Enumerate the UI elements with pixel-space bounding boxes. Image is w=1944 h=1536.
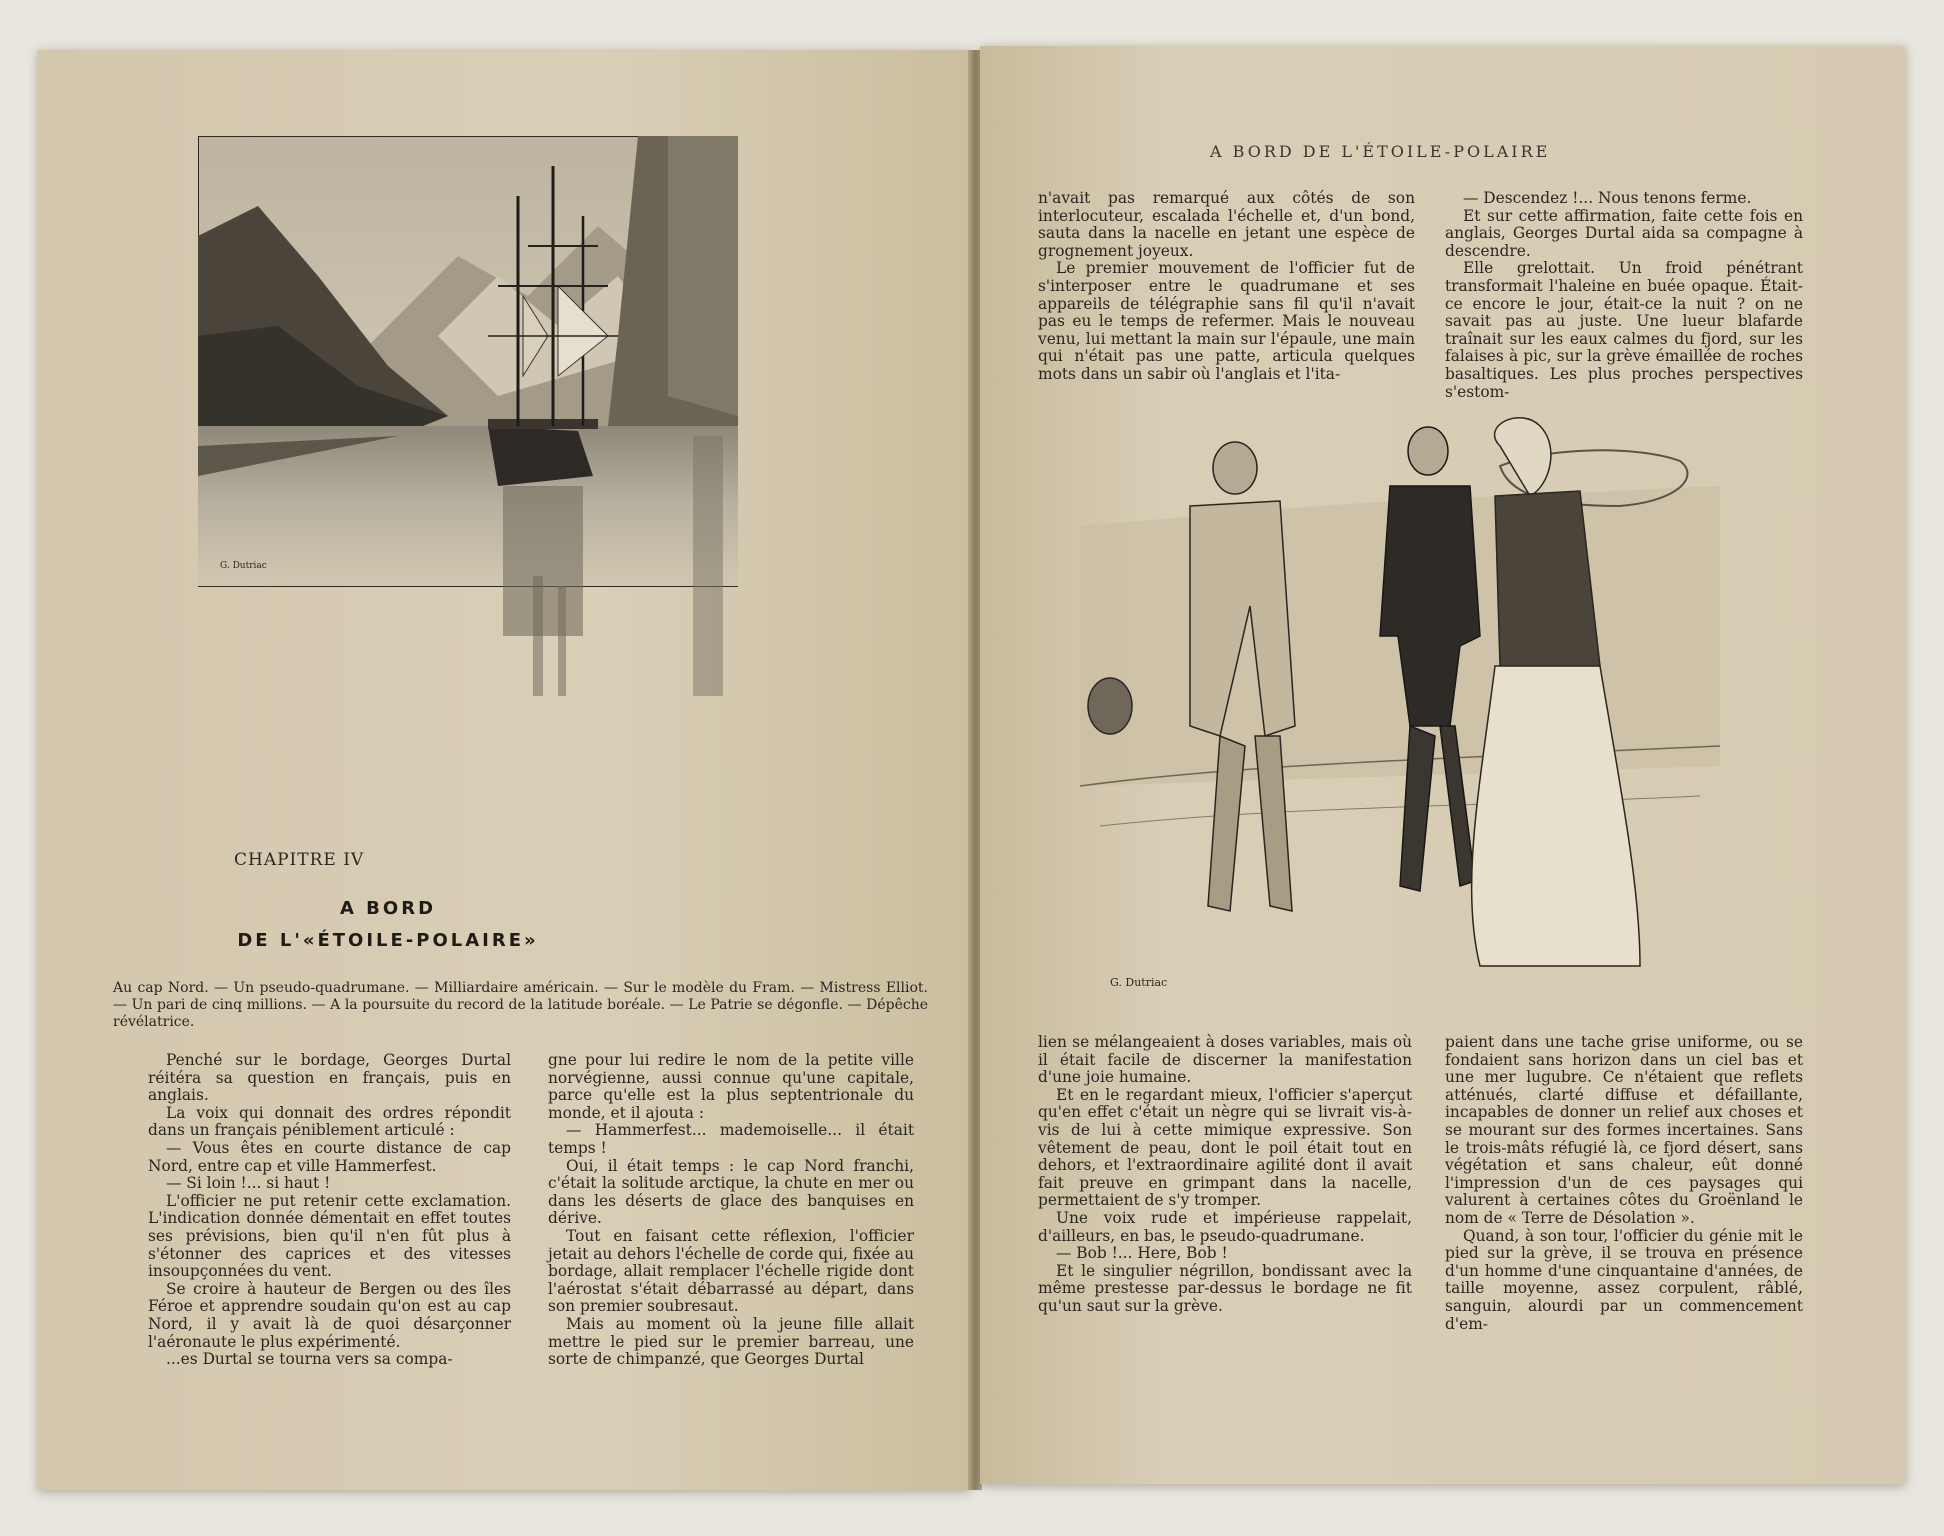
illustration-signature: G. Dutriac — [1110, 976, 1168, 989]
paragraph: Tout en faisant cette réflexion, l'officier jetait au dehors l'échelle de corde qui, fixée au bordage, allait remplacer l'échelle rigide dont l'aérostat s'était débarrassé au départ, dans son premier soubresaut. — [548, 1226, 914, 1316]
paragraph: n'avait pas remarqué aux côtés de son interlocuteur, escalada l'échelle et, d'un bond, sauta dans la nacelle en jetant une espèce de grognement joyeux. — [1038, 189, 1415, 260]
chapter-title-line2: DE L'«ÉTOILE-POLAIRE» — [237, 930, 539, 951]
left-page — [38, 50, 970, 1490]
chapter-title-line1: A BORD — [339, 898, 437, 919]
paragraph: Une voix rude et impérieuse rappelait, d'ailleurs, en bas, le pseudo-quadrumane. — [1038, 1208, 1412, 1245]
paragraph: Oui, il était temps : le cap Nord franchi, c'était la solitude arctique, la chute en mer ou dans les déserts de glace des banquises en dérive. — [548, 1156, 914, 1228]
paragraph: La voix qui donnait des ordres répondit dans un français péniblement articulé : — [148, 1103, 511, 1140]
chapter-summary: Au cap Nord. — Un pseudo-quadrumane. — Milliardaire américain. — Sur le modèle du Fram. — Mistress Elliot. — Un pari de cinq millions. — A la poursuite du record de la latitude boréale. — Le Patrie se dégonfle. — Dépêche révélatrice. — [113, 980, 928, 1030]
left-column-2 — [548, 1052, 914, 1369]
three-figures-drawing — [1080, 406, 1720, 1006]
paragraph: — Descendez !... Nous tenons ferme. — [1463, 189, 1752, 207]
fjord-ship-illustration — [198, 136, 738, 696]
right-bottom-column-2 — [1445, 1034, 1803, 1333]
paragraph: L'officier ne put retenir cette exclamation. L'indication donnée démentait en effet toutes ses prévisions, bien qu'il n'en fût plus à s'étonner des caprices et des vitesses insoupçonnées du vent. — [148, 1191, 511, 1281]
fjord-ship-drawing — [198, 136, 738, 696]
paragraph: — Si loin !... si haut ! — [166, 1174, 331, 1193]
figures-illustration — [1080, 406, 1720, 1006]
paragraph: Se croire à hauteur de Bergen ou des îles Féroe et apprendre soudain qu'on est au cap Nord, il y avait là de quoi désarçonner l'aéronaute le plus expérimenté. — [148, 1279, 511, 1351]
paragraph: Quand, à son tour, l'officier du génie mit le pied sur la grève, il se trouva en présence d'un homme d'une cinquantaine d'années, de taille moyenne, assez corpulent, râblé, sanguin, alourdi par un commencement d'em- — [1445, 1226, 1803, 1333]
paragraph: Elle grelottait. Un froid pénétrant transformait l'haleine en buée opaque. Était-ce encore le jour, était-ce la nuit ? on ne savait pas au juste. Une lueur blafarde traînait sur les eaux calmes du fjord, sur les falaises à pic, sur la grève émaillée de roches basaltiques. Les plus proches perspectives s'estom- — [1445, 259, 1803, 401]
paragraph: — Vous êtes en courte distance de cap Nord, entre cap et ville Hammerfest. — [148, 1138, 511, 1175]
paragraph: paient dans une tache grise uniforme, ou se fondaient sans horizon dans un ciel bas et une mer lugubre. Ce n'étaient que reflets atténués, clarté diffuse et défaillante, incapables de donner un relief aux choses et se mourant sur des formes incertaines. Sans le trois-mâts réfugié là, ce fjord désert, sans végétation et sans chaleur, eût donné l'impression d'un de ces paysages qui valurent à certaines côtes du Groënland le nom de « Terre de Désolation ». — [1445, 1033, 1803, 1227]
running-head: A BORD DE L'ÉTOILE-POLAIRE — [1210, 142, 1551, 161]
paragraph: Penché sur le bordage, Georges Durtal réitéra sa question en français, puis en anglais. — [148, 1051, 511, 1105]
left-column-1 — [148, 1052, 511, 1369]
paragraph: Le premier mouvement de l'officier fut de s'interposer entre le quadrumane et ses appareils de télégraphie sans fil qu'il n'avait pas eu le temps de refermer. Mais le nouveau venu, lui mettant la main sur l'épaule, une main qui n'était pas une patte, articula quelques mots dans un sabir où l'anglais et l'ita- — [1038, 259, 1415, 383]
paragraph: Et en le regardant mieux, l'officier s'aperçut qu'en effet c'était un nègre qui se livrait vis-à-vis de lui à cette mimique expressive. Son vêtement de peau, dont le poil était tout en dehors, et l'extraordinaire agilité dont il avait fait preuve en grimpant dans la nacelle, permettaient de s'y tromper. — [1038, 1085, 1412, 1210]
right-page — [980, 46, 1905, 1484]
paragraph: lien se mélangeaient à doses variables, mais où il était facile de discerner la manifestation d'une joie humaine. — [1038, 1033, 1412, 1087]
right-bottom-column-1 — [1038, 1034, 1412, 1316]
paragraph: — Hammerfest... mademoiselle... il était temps ! — [548, 1121, 914, 1157]
paragraph: Et le singulier négrillon, bondissant avec la même prestesse par-dessus le bordage ne fit qu'un saut sur la grève. — [1038, 1261, 1412, 1315]
chapter-label: CHAPITRE IV — [234, 850, 365, 870]
paragraph: Mais au moment où la jeune fille allait mettre le pied sur le premier barreau, une sorte de chimpanzé, que Georges Durtal — [548, 1314, 914, 1369]
paragraph: — Bob !... Here, Bob ! — [1056, 1244, 1228, 1263]
right-top-column-2 — [1445, 190, 1803, 401]
paragraph: gne pour lui redire le nom de la petite ville norvégienne, aussi connue qu'une capitale, parce qu'elle est la plus septentrionale du monde, et il ajouta : — [548, 1051, 914, 1122]
right-top-column-1 — [1038, 190, 1415, 384]
paragraph: ...es Durtal se tourna vers sa compa- — [166, 1350, 453, 1369]
paragraph: Et sur cette affirmation, faite cette fois en anglais, Georges Durtal aida sa compagne à descendre. — [1445, 206, 1803, 260]
illustration-signature: G. Dutriac — [220, 561, 267, 571]
